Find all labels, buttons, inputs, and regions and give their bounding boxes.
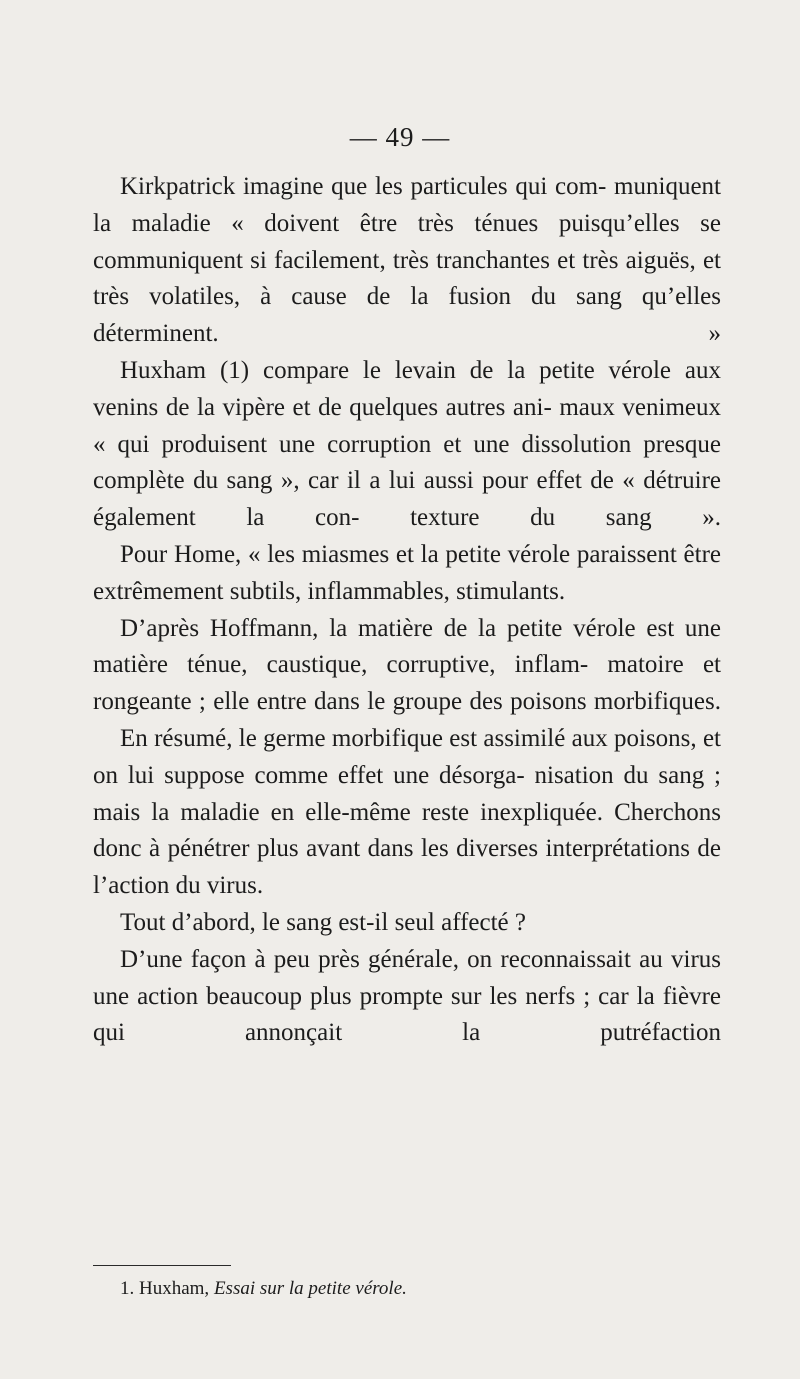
footnote-divider — [93, 1265, 231, 1266]
page-number: — 49 — — [349, 122, 451, 152]
footnote-author: Huxham, — [139, 1278, 210, 1299]
footnote-number: 1. — [120, 1278, 135, 1299]
footnote — [120, 1276, 407, 1302]
paragraph-dune-facon: D’une façon à peu près générale, on reconnaissait au virus une action beaucoup plus prompte sur les nerfs ; car la fièvre qui annonçait la putréfaction — [93, 945, 721, 1047]
paragraph-kirkpatrick: Kirkpatrick imagine que les particules qui com- muniquent la maladie « doivent être très ténues puisqu’elles se communiquent si facilement, très tranchantes et très aiguës, et très volatiles, à cause de la fusion du sang qu’elles déterminent. » — [93, 173, 721, 348]
paragraph-huxham: Huxham (1) compare le levain de la petite vérole aux venins de la vipère et de quelques autres ani- maux venimeux « qui produisent une corruption et une dissolution presque complète du sang », car il a lui aussi pour effet de « détruire également la con- texture du sang ». — [93, 356, 721, 532]
body-text — [93, 169, 721, 1052]
paragraph-tout-dabord: Tout d’abord, le sang est-il seul affecté ? — [120, 908, 526, 936]
footnote-title: Essai sur la petite vérole. — [213, 1278, 407, 1299]
paragraph-hoffmann: D’après Hoffmann, la matière de la petite vérole est une matière ténue, caustique, corruptive, inflam- matoire et rongeante ; elle entre dans le groupe des poisons morbifiques. — [93, 614, 721, 716]
paragraph-resume: En résumé, le germe morbifique est assimilé aux poisons, et on lui suppose comme effet une désorga- nisation du sang ; mais la maladie en elle-même reste inexpliquée. Cherchons donc à pénétrer plus avant dans les diverses interprétations de l’action du virus. — [93, 724, 721, 900]
paragraph-home: Pour Home, « les miasmes et la petite vérole paraissent être extrêmement subtils, inflammables, stimulants. — [93, 540, 721, 605]
